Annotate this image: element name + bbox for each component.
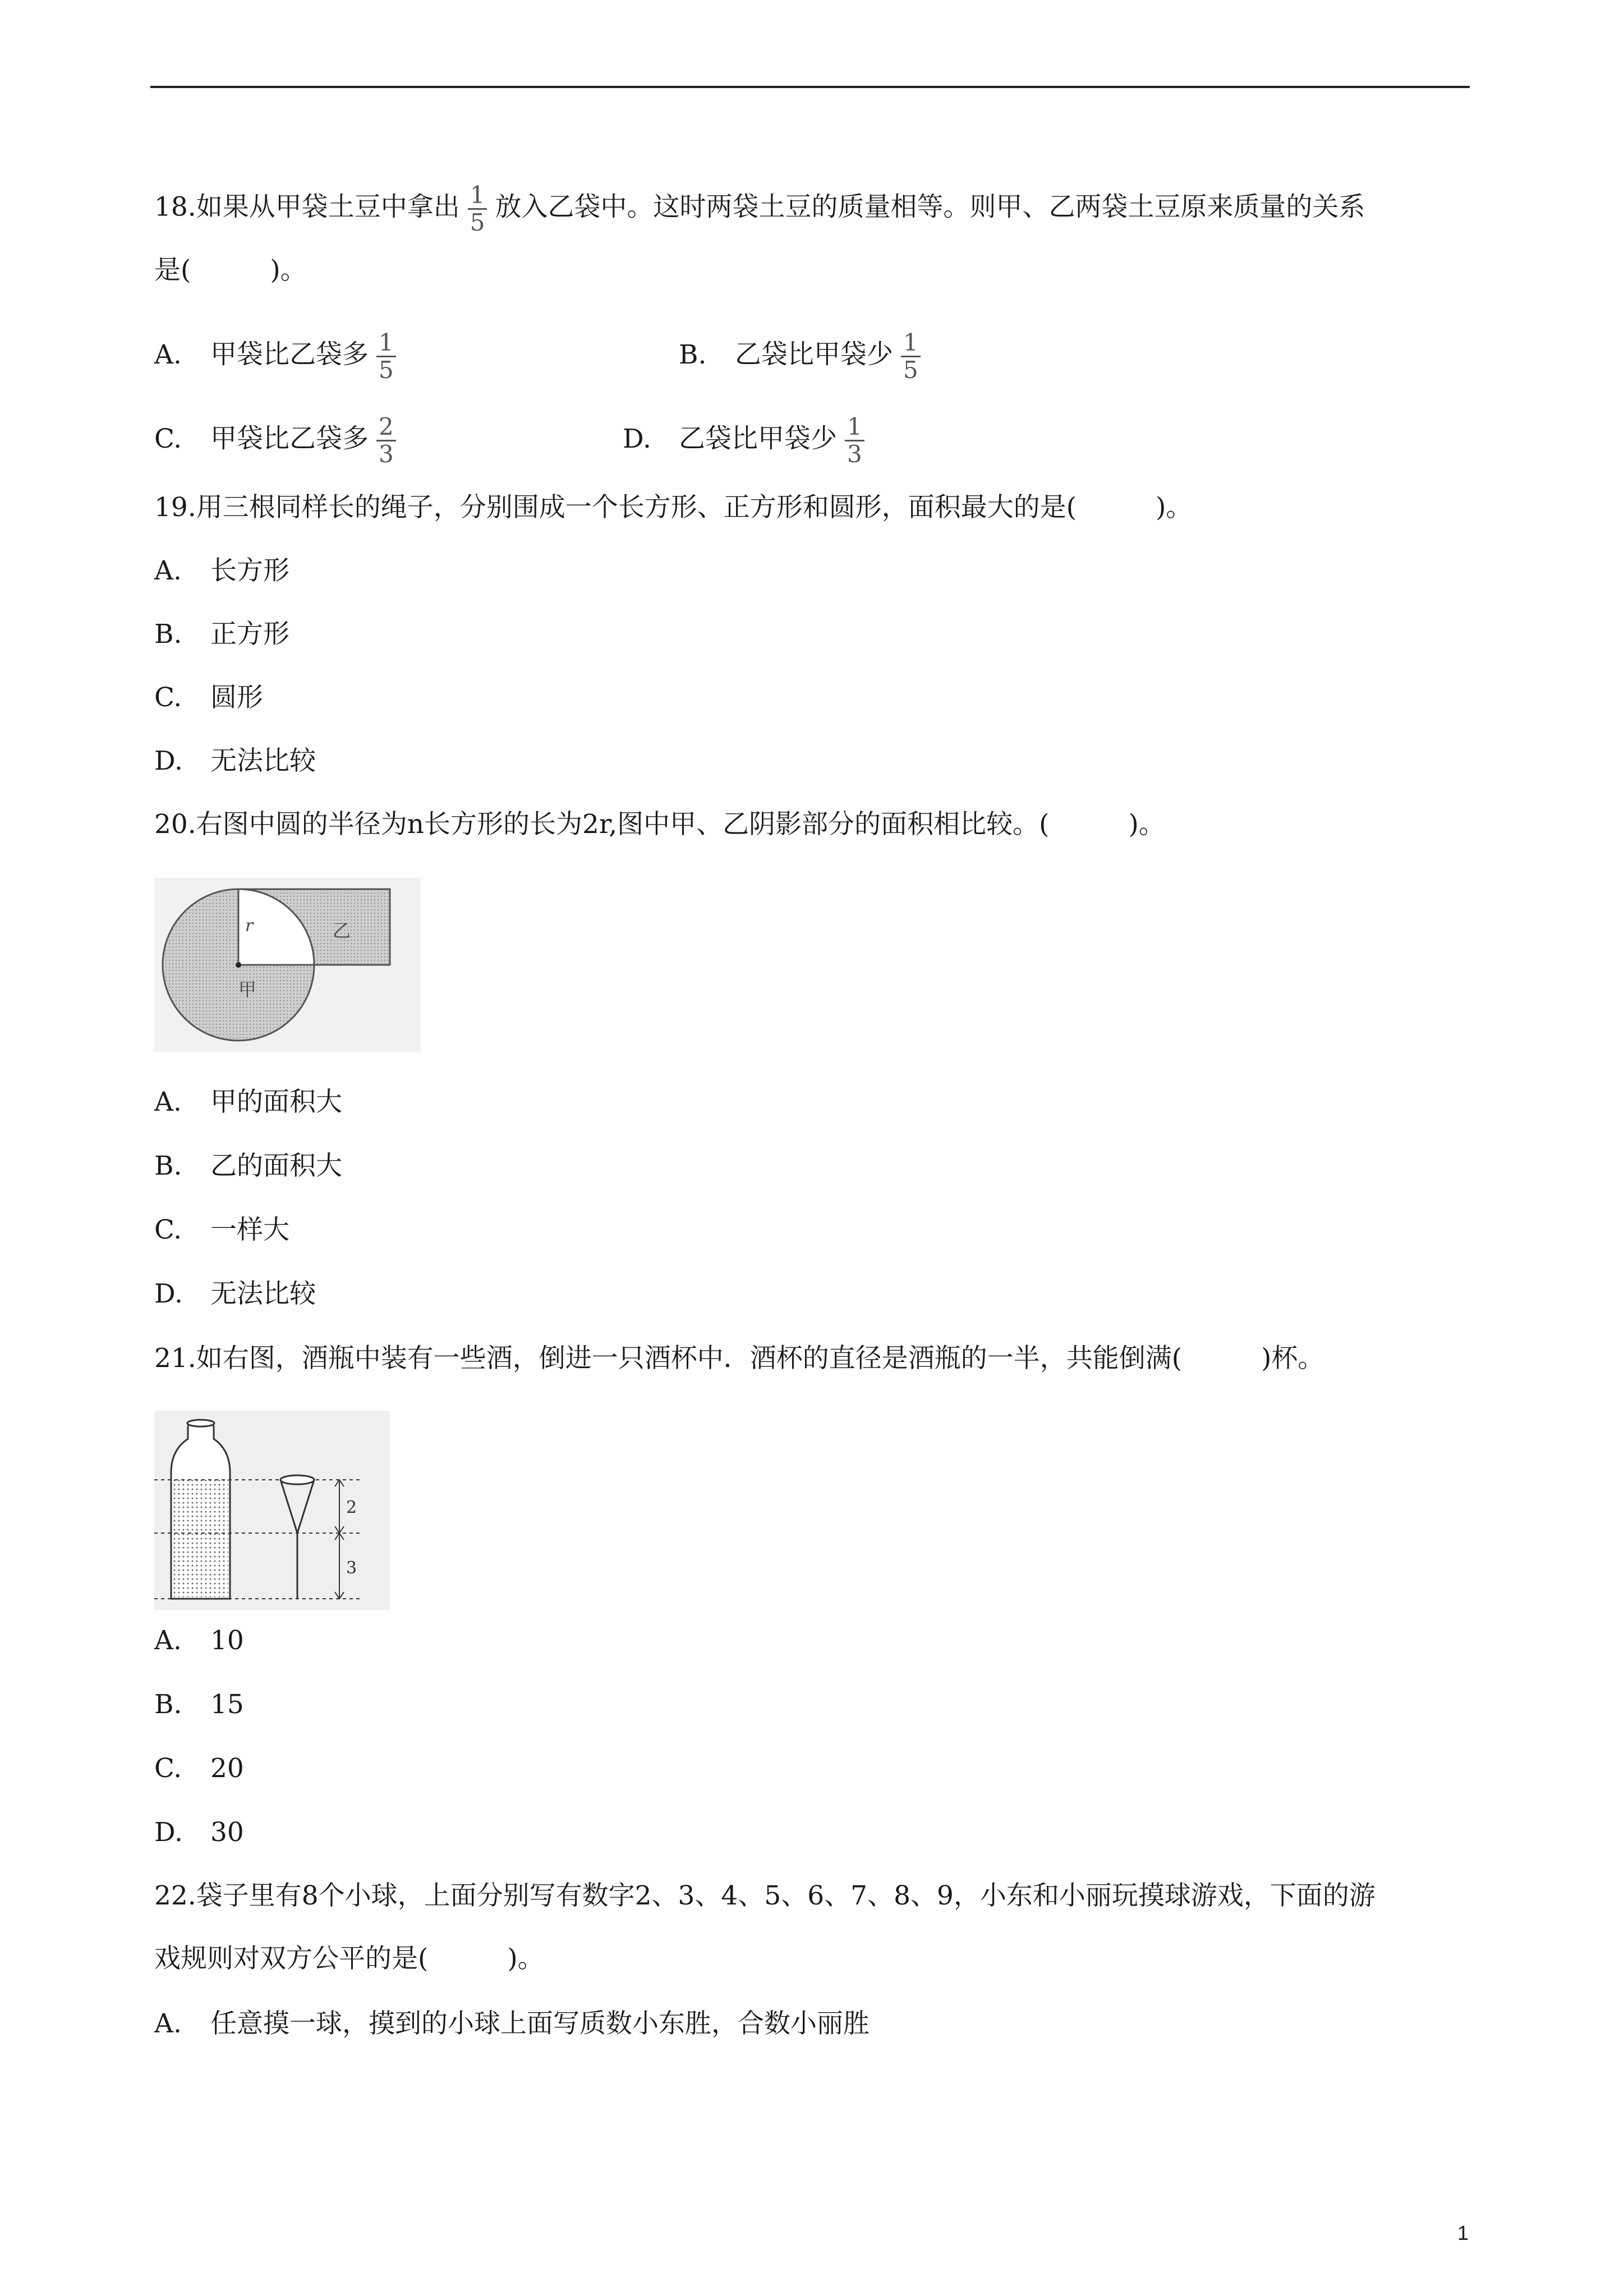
option-text: 长方形 — [210, 555, 289, 586]
q21-option-a[interactable] — [154, 1624, 244, 1658]
label-r: r — [245, 916, 254, 936]
q19-option-b[interactable] — [154, 618, 289, 651]
q19-option-d[interactable] — [154, 744, 316, 778]
option-letter: B. — [154, 619, 182, 650]
glass-rim — [280, 1475, 314, 1484]
page-number: 1 — [1457, 2221, 1469, 2244]
option-text: 甲袋比乙袋多 — [210, 423, 369, 454]
option-text: 无法比较 — [210, 1278, 316, 1309]
option-letter: A. — [154, 339, 182, 370]
option-text: 圆形 — [210, 682, 263, 713]
option-letter: C. — [154, 1214, 182, 1245]
option-letter: D. — [154, 746, 183, 776]
option-text: 10 — [210, 1625, 244, 1656]
q22-option-a[interactable] — [154, 2007, 869, 2041]
option-letter: C. — [154, 682, 182, 713]
q18-option-d[interactable] — [623, 414, 872, 467]
option-fraction: $\frac{2}{3}$ — [376, 414, 396, 467]
option-text: 无法比较 — [210, 746, 316, 776]
q21-option-b[interactable] — [154, 1688, 244, 1722]
option-text: 乙的面积大 — [210, 1151, 342, 1181]
q18-text-before: 18.如果从甲袋土豆中拿出 — [154, 191, 460, 223]
option-letter: B. — [679, 339, 707, 370]
option-letter: C. — [154, 423, 182, 454]
option-text: 任意摸一球，摸到的小球上面写质数小东胜，合数小丽胜 — [210, 2008, 869, 2039]
q21-option-c[interactable] — [154, 1752, 244, 1786]
q19-option-a[interactable] — [154, 554, 289, 588]
option-letter: A. — [154, 1625, 182, 1656]
label-height-3: 3 — [346, 1558, 357, 1578]
bottle-mouth — [187, 1420, 214, 1427]
q18-text-after: 放入乙袋中。这时两袋土豆的质量相等。则甲、乙两袋土豆原来质量的关系 — [495, 191, 1365, 223]
q20-circle-rectangle-figure — [154, 878, 421, 1052]
label-jia: 甲 — [238, 979, 257, 1000]
option-text: 15 — [210, 1689, 244, 1720]
label-height-2: 2 — [346, 1498, 357, 1517]
q22-stem-line1: 22.袋子里有8个小球，上面分别写有数字2、3、4、5、6、7、8、9，小东和小丽玩摸球游戏，下面的游 — [154, 1880, 1375, 1911]
option-letter: A. — [154, 555, 182, 586]
option-text: 乙袋比甲袋少 — [735, 339, 893, 370]
option-letter: D. — [623, 423, 651, 454]
option-letter: D. — [154, 1817, 183, 1848]
option-text: 20 — [210, 1753, 244, 1784]
option-letter: A. — [154, 2008, 182, 2039]
q20-option-c[interactable] — [154, 1213, 289, 1247]
q18-option-a[interactable] — [154, 330, 404, 383]
q18-fraction: $\frac{1}{5}$ — [468, 182, 487, 236]
option-fraction: $\frac{1}{5}$ — [376, 330, 396, 383]
bottle-wine — [173, 1480, 228, 1597]
q21-stem: 21.如右图，酒瓶中装有一些酒，倒进一只酒杯中．酒杯的直径是酒瓶的一半，共能倒满( )杯。 — [154, 1343, 1324, 1374]
option-letter: C. — [154, 1753, 182, 1784]
q19-option-c[interactable] — [154, 681, 263, 715]
q20-option-d[interactable] — [154, 1277, 316, 1311]
option-text: 甲的面积大 — [210, 1087, 342, 1117]
q18-option-b[interactable] — [679, 330, 928, 383]
q18-stem-line2: 是( )。 — [154, 255, 307, 286]
label-yi: 乙 — [333, 920, 351, 941]
q19-stem: 19.用三根同样长的绳子，分别围成一个长方形、正方形和圆形，面积最大的是( )。 — [154, 492, 1193, 523]
q20-option-a[interactable] — [154, 1085, 342, 1119]
q18-option-c[interactable] — [154, 414, 404, 467]
option-fraction: $\frac{1}{3}$ — [845, 414, 864, 467]
q18-stem-line1 — [154, 182, 1365, 236]
center-point — [236, 962, 241, 968]
option-fraction: $\frac{1}{5}$ — [901, 330, 921, 383]
q21-bottle-and-glass-figure — [154, 1411, 390, 1610]
option-text: 乙袋比甲袋少 — [679, 423, 837, 454]
q20-stem: 20.右图中圆的半径为n长方形的长为2r,图中甲、乙阴影部分的面积相比较。( )。 — [154, 809, 1165, 840]
option-text: 一样大 — [210, 1214, 289, 1245]
q22-stem-line2: 戏规则对双方公平的是( )。 — [154, 1943, 544, 1974]
option-text: 甲袋比乙袋多 — [210, 339, 369, 370]
option-letter: D. — [154, 1278, 183, 1309]
option-letter: B. — [154, 1689, 182, 1720]
option-letter: A. — [154, 1087, 182, 1117]
q21-option-d[interactable] — [154, 1816, 244, 1849]
option-text: 30 — [210, 1817, 244, 1848]
option-text: 正方形 — [210, 619, 289, 650]
q20-option-b[interactable] — [154, 1149, 342, 1183]
header-rule — [150, 86, 1470, 88]
option-letter: B. — [154, 1151, 182, 1181]
